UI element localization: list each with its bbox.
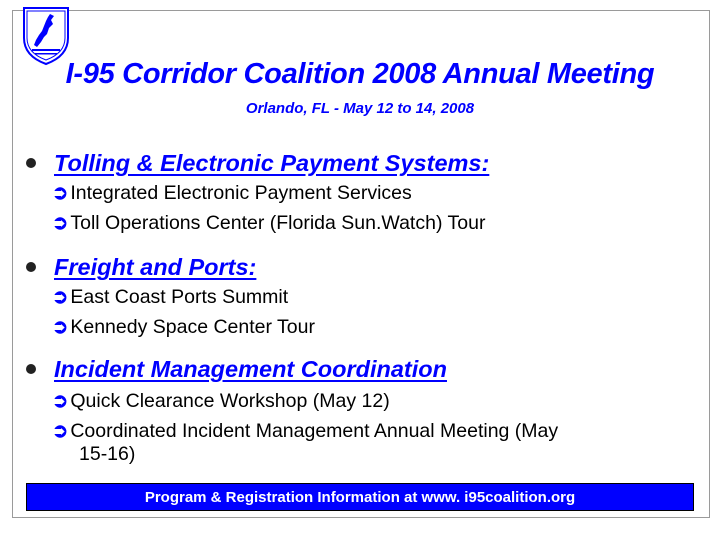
list-item-label: East Coast Ports Summit [70,286,289,308]
section-heading: Tolling & Electronic Payment Systems: [54,150,490,176]
list-item-label: Kennedy Space Center Tour [70,316,315,338]
section-heading: Incident Management Coordination [54,356,447,382]
list-item-label: Coordinated Incident Management Annual Meeting (May [70,420,559,442]
arrow-icon: ➲ [52,286,69,308]
coalition-logo [20,4,72,66]
list-item-continuation: 15-16) [79,443,136,465]
arrow-icon: ➲ [52,316,69,338]
list-item [52,211,485,235]
list-item [52,419,558,443]
list-item [52,315,315,339]
arrow-icon: ➲ [52,420,69,442]
arrow-icon: ➲ [52,390,69,412]
bullet-icon [26,262,36,272]
bullet-icon [26,158,36,168]
arrow-icon: ➲ [52,182,69,204]
list-item-label: Toll Operations Center (Florida Sun.Watch) Tour [70,212,486,234]
list-item [52,285,288,309]
page-subtitle: Orlando, FL - May 12 to 14, 2008 [245,100,475,117]
arrow-icon: ➲ [52,212,69,234]
registration-banner: Program & Registration Information at www. i95coalition.org [26,483,694,511]
list-item-label: Integrated Electronic Payment Services [70,182,412,204]
page-title: I-95 Corridor Coalition 2008 Annual Meeting [65,58,655,90]
list-item [52,181,412,205]
list-item-label: Quick Clearance Workshop (May 12) [70,390,390,412]
section-heading: Freight and Ports: [54,254,257,280]
bullet-icon [26,364,36,374]
shield-map-icon [20,4,72,66]
list-item [52,389,390,413]
